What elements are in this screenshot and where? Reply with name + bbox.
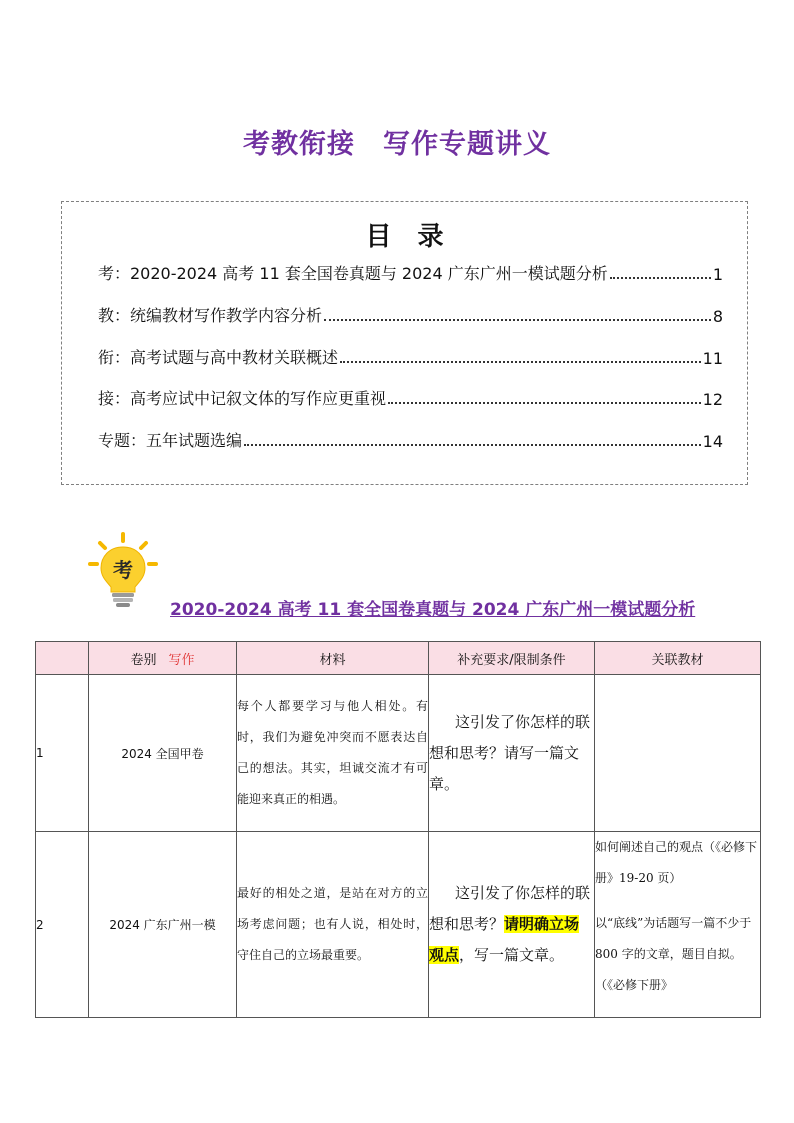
toc-item[interactable]: [98, 385, 723, 409]
exam-analysis-table: [35, 641, 761, 1018]
row-number: 2: [36, 832, 89, 1018]
toc-leader-dots: [610, 276, 711, 279]
table-row: [36, 832, 761, 1018]
col-related-header: 关联教材: [595, 642, 761, 675]
toc-item-page: 12: [702, 390, 723, 409]
col-material-header: 材料: [237, 642, 429, 675]
col-juan-label: 卷别: [130, 652, 157, 668]
requirement-text-tail: ，写一篇文章。: [459, 946, 565, 964]
col-num-header: [36, 642, 89, 675]
row-material: 最好的相处之道，是站在对方的立场考虑问题；也有人说，相处时，守住自己的立场最重要。: [237, 832, 429, 1018]
toc-leader-dots: [244, 443, 701, 446]
table-of-contents: [61, 201, 748, 485]
related-text-1: 如何阐述自己的观点（《必修下册》19-20 页）: [595, 840, 758, 885]
table-header-row: [36, 642, 761, 675]
requirement-highlight: 请明确立场观点: [429, 915, 580, 964]
row-juan: 2024 全国甲卷: [89, 675, 237, 832]
row-related: [595, 832, 761, 1018]
row-requirement: [429, 675, 595, 832]
toc-item[interactable]: [98, 344, 723, 368]
requirement-text: 这引发了你怎样的联想和思考？: [429, 884, 591, 933]
toc-title: 目 录: [365, 222, 444, 252]
row-related: [595, 675, 761, 832]
row-requirement: [429, 832, 595, 1018]
page-title: 考教衔接 写作专题讲义: [243, 129, 551, 160]
toc-item[interactable]: [98, 260, 723, 284]
requirement-text: 这引发了你怎样的联想和思考？请写一篇文章。: [429, 712, 591, 793]
toc-leader-dots: [340, 360, 701, 363]
toc-item-page: 14: [702, 432, 723, 451]
toc-item-label: 考：2020-2024 高考 11 套全国卷真题与 2024 广东广州一模试题分析: [98, 264, 608, 283]
toc-item[interactable]: [98, 302, 723, 326]
related-text-2: 以“底线”为话题写一篇不少于 800 字的文章，题目自拟。（《必修下册》: [595, 916, 752, 992]
table-row: [36, 675, 761, 832]
toc-item-label: 专题：五年试题选编: [98, 431, 243, 450]
toc-item[interactable]: [98, 427, 723, 451]
lightbulb-icon: [86, 532, 160, 610]
col-requirement-header: 补充要求/限制条件: [429, 642, 595, 675]
toc-item-label: 衔：高考试题与高中教材关联概述: [98, 348, 339, 367]
toc-item-page: 8: [712, 307, 723, 326]
col-juan-header: [89, 642, 237, 675]
row-material: 每个人都要学习与他人相处。有时，我们为避免冲突而不愿表达自己的想法。其实，坦诚交流才有可能迎来真正的相遇。: [237, 675, 429, 832]
toc-item-page: 1: [712, 265, 723, 284]
toc-leader-dots: [388, 401, 701, 404]
section-badge-text: 考: [113, 558, 133, 582]
row-number: 1: [36, 675, 89, 832]
toc-leader-dots: [324, 318, 711, 321]
col-juan-extra-label: 写作: [168, 652, 195, 668]
section-heading: 2020-2024 高考 11 套全国卷真题与 2024 广东广州一模试题分析: [170, 600, 696, 620]
toc-item-label: 教：统编教材写作教学内容分析: [98, 306, 323, 325]
toc-item-label: 接：高考应试中记叙文体的写作应更重视: [98, 389, 387, 408]
toc-item-page: 11: [702, 349, 723, 368]
row-juan: 2024 广东广州一模: [89, 832, 237, 1018]
